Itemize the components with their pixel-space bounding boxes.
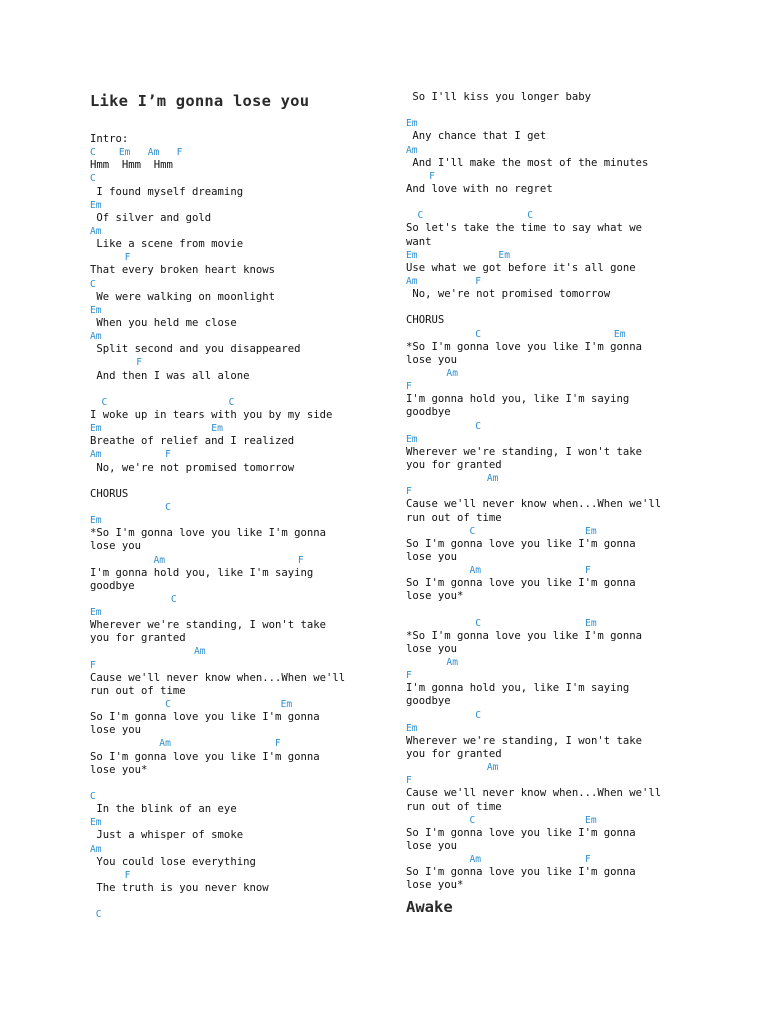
lyric-line: *So I'm gonna love you like I'm gonna <box>90 527 326 540</box>
chord-line: F <box>90 869 131 881</box>
lyric-line: lose you* <box>406 879 464 892</box>
lyric-line: lose you <box>406 840 458 853</box>
blank-line <box>90 475 345 488</box>
lyric-line: I found myself dreaming <box>90 185 244 198</box>
lyric-line: Use what we got before it's all gone <box>406 261 636 274</box>
lyric-line: Wherever we're standing, I won't take <box>406 734 642 747</box>
blank-line <box>406 196 661 209</box>
lyric-line: So I'm gonna love you like I'm gonna <box>90 750 320 763</box>
chord-line: C <box>90 173 96 185</box>
chord-line: Am F <box>90 738 281 750</box>
lyric-line: lose you* <box>90 763 148 776</box>
lyric-line: lose you <box>406 642 458 655</box>
chord-line: Am <box>406 367 458 379</box>
lyric-line: run out of time <box>90 684 186 697</box>
lyric-line: goodbye <box>406 695 451 708</box>
chord-line: Em <box>90 817 102 829</box>
chord-line: C <box>90 909 102 921</box>
chord-line: C Em <box>406 525 597 537</box>
chord-line: Em <box>90 515 102 527</box>
lyric-line: I woke up in tears with you by my side <box>90 408 333 421</box>
lyric-line: Intro: <box>90 133 129 145</box>
lyric-line: you for granted <box>406 748 502 761</box>
lyric-line: I'm gonna hold you, like I'm saying <box>90 566 314 579</box>
lyric-line: Wherever we're standing, I won't take <box>90 619 326 632</box>
chord-line: Am <box>90 331 102 343</box>
blank-line <box>406 104 661 117</box>
chord-line: Em <box>406 722 418 734</box>
lyric-line: When you held me close <box>90 316 237 329</box>
lyric-line: Cause we'll never know when...When we'll <box>406 787 662 800</box>
chord-line: C <box>90 278 96 290</box>
chord-line: C <box>90 501 171 513</box>
chord-line: F <box>406 775 412 787</box>
lyric-line: run out of time <box>406 511 502 524</box>
lyric-line: You could lose everything <box>90 855 256 868</box>
chord-line: Am F <box>90 554 304 566</box>
lyric-line: So I'm gonna love you like I'm gonna <box>406 537 636 550</box>
lyric-line: Just a whisper of smoke <box>90 829 244 842</box>
chord-line: C Em <box>406 814 597 826</box>
lyric-line: Hmm Hmm Hmm <box>90 159 173 172</box>
lyric-line: So let's take the time to say what we <box>406 222 642 235</box>
chord-line: Am F <box>406 854 591 866</box>
lyric-line: lose you <box>90 540 142 553</box>
lyric-line: Cause we'll never know when...When we'll <box>406 498 662 511</box>
chord-line: F <box>406 486 412 498</box>
chord-line: Am <box>406 144 418 156</box>
chord-line: Am F <box>406 565 591 577</box>
chord-line: Am F <box>90 449 171 461</box>
chord-line: C Em <box>406 328 626 340</box>
lyric-line: We were walking on moonlight <box>90 290 275 303</box>
lyric-line: *So I'm gonna love you like I'm gonna <box>406 340 642 353</box>
chord-line: C C <box>90 396 235 408</box>
chord-line: C <box>406 709 482 721</box>
chord-line: C Em Am F <box>90 147 183 159</box>
lyric-line: Of silver and gold <box>90 211 212 224</box>
lyric-line: Any chance that I get <box>406 130 547 143</box>
lyric-line: No, we're not promised tomorrow <box>90 461 295 474</box>
lyric-line: Split second and you disappeared <box>90 343 301 356</box>
chord-line: Em <box>90 607 102 619</box>
chord-line: F <box>406 670 412 682</box>
lyric-line: *So I'm gonna love you like I'm gonna <box>406 629 642 642</box>
lyric-line: run out of time <box>406 800 502 813</box>
chord-line: Am <box>406 473 499 485</box>
lyric-line: Breathe of relief and I realized <box>90 435 295 448</box>
lyric-line: Like a scene from movie <box>90 238 244 251</box>
chord-line: Am F <box>406 275 482 287</box>
lyric-line: you for granted <box>406 458 502 471</box>
lyric-line: Wherever we're standing, I won't take <box>406 445 642 458</box>
chord-line: C <box>90 791 96 803</box>
song-title: Like I’m gonna lose you <box>90 92 310 110</box>
chord-line: C Em <box>90 699 293 711</box>
chord-line: C Em <box>406 617 597 629</box>
blank-line <box>406 301 661 314</box>
lyric-line: Cause we'll never know when...When we'll <box>90 671 346 684</box>
chord-line: Em <box>406 118 418 130</box>
next-song-title: Awake <box>406 898 453 916</box>
chord-line: Am <box>90 225 102 237</box>
lyric-line: goodbye <box>406 406 451 419</box>
lyric-line: goodbye <box>90 579 135 592</box>
chord-line: Em <box>406 433 418 445</box>
chord-line: Am <box>90 646 206 658</box>
lyric-line: I'm gonna hold you, like I'm saying <box>406 682 630 695</box>
lyric-line: So I'll kiss you longer baby <box>406 91 591 103</box>
blank-line <box>90 777 345 790</box>
lyric-line: lose you <box>406 550 458 563</box>
right-column <box>406 91 661 893</box>
chord-line: Am <box>90 843 102 855</box>
blank-line <box>90 895 345 908</box>
lyric-line: lose you <box>406 353 458 366</box>
chord-line: Em <box>90 199 102 211</box>
lyric-line: CHORUS <box>406 314 445 327</box>
lyric-line: The truth is you never know <box>90 882 269 895</box>
lyric-line: So I'm gonna love you like I'm gonna <box>90 711 320 724</box>
chord-line: Em Em <box>406 249 510 261</box>
blank-line <box>90 383 345 396</box>
lyric-line: So I'm gonna love you like I'm gonna <box>406 826 636 839</box>
chord-line: Am <box>406 657 458 669</box>
lyric-line: lose you* <box>406 590 464 603</box>
lyric-line: So I'm gonna love you like I'm gonna <box>406 577 636 590</box>
chord-line: C <box>406 420 482 432</box>
chord-line: Am <box>406 762 499 774</box>
lyric-line: lose you <box>90 724 142 737</box>
chord-line: F <box>90 252 131 264</box>
chord-line: F <box>406 170 435 182</box>
chord-line: Em <box>90 304 102 316</box>
lyric-line: So I'm gonna love you like I'm gonna <box>406 866 636 879</box>
chord-line: C <box>90 593 177 605</box>
chord-line: C C <box>406 210 534 222</box>
lyric-line: you for granted <box>90 632 186 645</box>
lyric-line: CHORUS <box>90 487 129 500</box>
lyric-line: And I'll make the most of the minutes <box>406 156 649 169</box>
lyric-line: I'm gonna hold you, like I'm saying <box>406 393 630 406</box>
lyric-line: That every broken heart knows <box>90 264 275 277</box>
lyric-line: In the blink of an eye <box>90 803 237 816</box>
blank-line <box>406 603 661 616</box>
chord-line: F <box>406 381 412 393</box>
left-column <box>90 133 345 921</box>
lyric-line: And love with no regret <box>406 182 553 195</box>
lyric-line: No, we're not promised tomorrow <box>406 288 611 301</box>
chord-line: F <box>90 659 96 671</box>
lyric-line: want <box>406 235 432 248</box>
chord-line: Em Em <box>90 423 223 435</box>
lyric-line: And then I was all alone <box>90 369 250 382</box>
chord-line: F <box>90 357 142 369</box>
